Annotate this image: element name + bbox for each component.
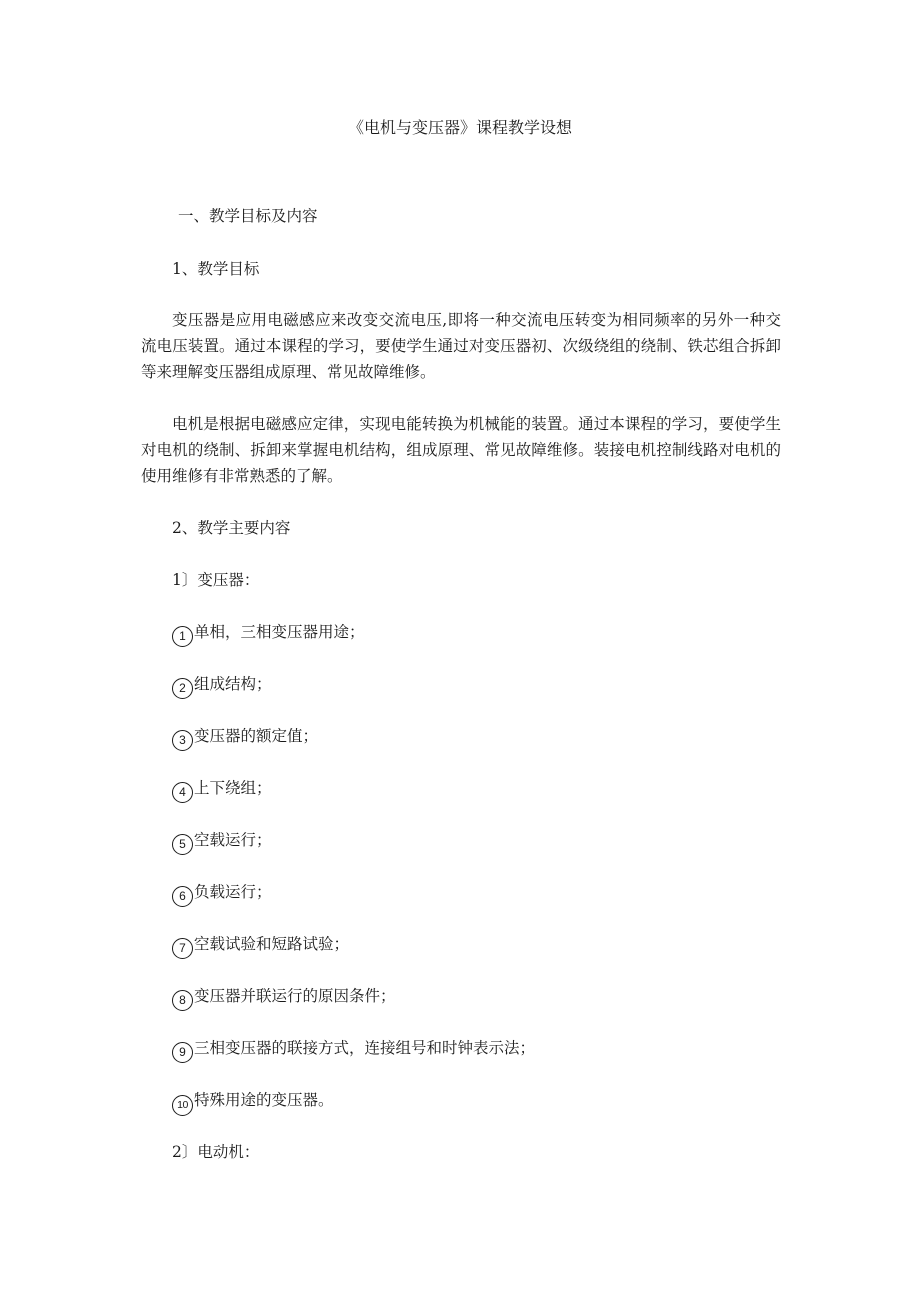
list-heading-motor: 2〕电动机： bbox=[172, 1143, 260, 1161]
list-item-text: 空载试验和短路试验； bbox=[194, 935, 350, 953]
circled-number: 1 bbox=[172, 626, 193, 647]
paragraph-motor: 电机是根据电磁感应定律，实现电能转换为机械能的装置。通过本课程的学习，要使学生对电机的绕制、拆卸来掌握电机结构，组成原理、常见故障维修。装接电机控制线路对电机的使用维修有非常熟悉的了解。 bbox=[141, 415, 781, 485]
list-item bbox=[172, 983, 396, 1011]
list-item bbox=[172, 1035, 535, 1063]
circled-number: 8 bbox=[172, 990, 193, 1011]
list-item bbox=[172, 1087, 334, 1116]
subsection-heading-goals: 1、教学目标 bbox=[172, 260, 260, 278]
paragraph-transformer: 变压器是应用电磁感应来改变交流电压,即将一种交流电压转变为相同频率的另外一种交流电压装置。通过本课程的学习，要使学生通过对变压器初、次级绕组的绕制、铁芯组合拆卸等来理解变压器组成原理、常见故障维修。 bbox=[141, 311, 781, 381]
list-item bbox=[172, 879, 272, 907]
list-item-text: 组成结构； bbox=[194, 675, 272, 693]
list-item-text: 负载运行； bbox=[194, 883, 272, 901]
document-title: 《电机与变压器》课程教学设想 bbox=[347, 118, 572, 137]
list-item-text: 变压器的额定值； bbox=[194, 727, 319, 745]
list-item-text: 空载运行； bbox=[194, 831, 272, 849]
list-item bbox=[172, 931, 349, 959]
section-heading-goals-and-content: 一、教学目标及内容 bbox=[178, 207, 318, 225]
list-item bbox=[172, 775, 272, 803]
circled-number: 7 bbox=[172, 938, 193, 959]
circled-number: 9 bbox=[172, 1042, 193, 1063]
circled-number: 2 bbox=[172, 678, 193, 699]
circled-number: 10 bbox=[172, 1095, 193, 1116]
list-item bbox=[172, 619, 365, 647]
list-heading-transformer: 1〕变压器： bbox=[172, 571, 260, 589]
list-item bbox=[172, 827, 272, 855]
circled-number: 6 bbox=[172, 886, 193, 907]
list-item-text: 特殊用途的变压器。 bbox=[194, 1091, 334, 1109]
circled-number: 5 bbox=[172, 834, 193, 855]
list-item-text: 变压器并联运行的原因条件； bbox=[194, 987, 396, 1005]
list-item-text: 上下绕组； bbox=[194, 779, 272, 797]
list-item-text: 单相，三相变压器用途； bbox=[194, 623, 365, 641]
subsection-heading-main-content: 2、教学主要内容 bbox=[172, 519, 291, 537]
circled-number: 3 bbox=[172, 730, 193, 751]
list-item-text: 三相变压器的联接方式，连接组号和时钟表示法； bbox=[194, 1039, 536, 1057]
list-item bbox=[172, 671, 272, 699]
circled-number: 4 bbox=[172, 782, 193, 803]
list-item bbox=[172, 723, 318, 751]
